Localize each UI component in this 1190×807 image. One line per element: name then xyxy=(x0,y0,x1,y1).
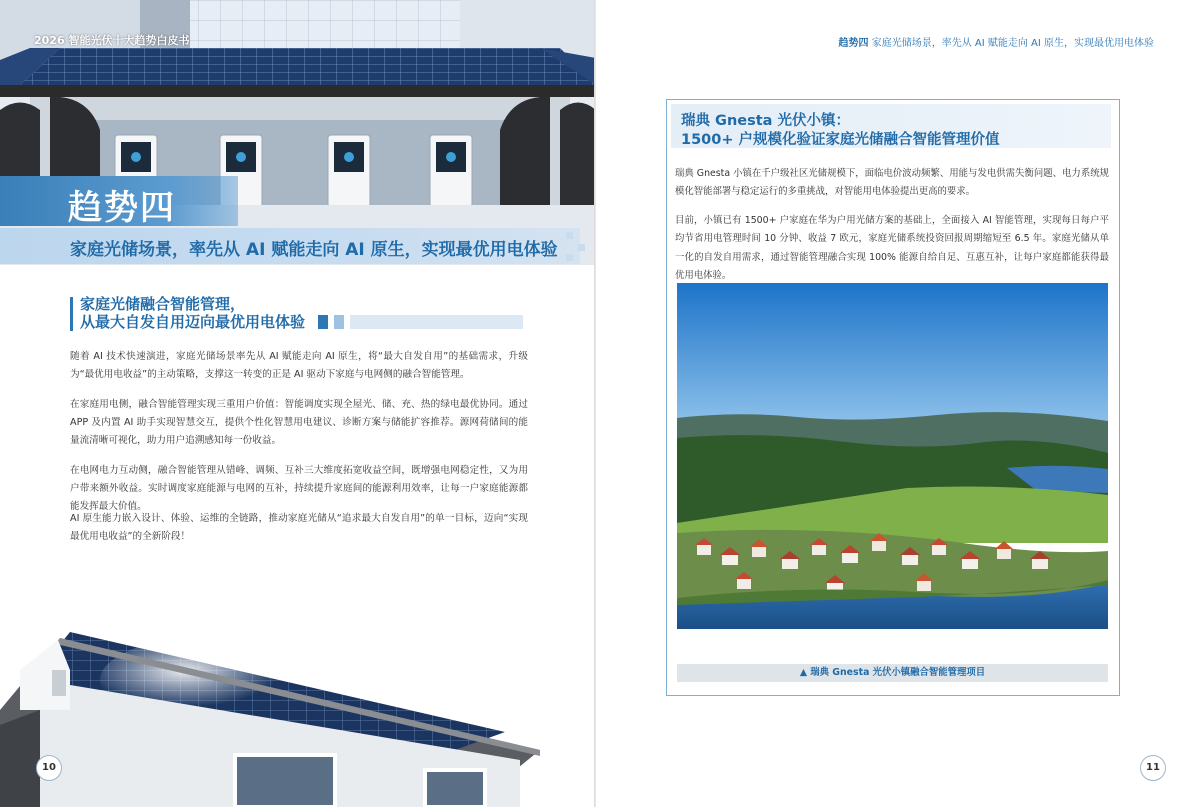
case-paragraph: 目前，小镇已有 1500+ 户家庭在华为户用光储方案的基础上，全面接入 AI 智能管理，实现每日每户平均节省用电管理时间 10 分钟、收益 7 欧元，家庭光储系统投资回报周期缩短至 6.5 年。家庭光储从单一化的自发自用需求，通过智能管理融合实现 100% 能源自给自足、互惠互补，让每户家庭都能获得最优用电体验。 xyxy=(675,215,1109,282)
trend-subtitle: 家庭光储场景，率先从 AI 赋能走向 AI 原生，实现最优用电体验 xyxy=(70,240,558,260)
charger-icon xyxy=(430,135,472,207)
section-decor-strip xyxy=(318,315,523,329)
paragraph: 在家庭用电侧，融合智能管理实现三重用户价值：智能调度实现全屋光、储、充、热的绿电最优协同。通过 APP 及内置 AI 助手实现智慧交互，提供个性化智慧用电建议、诊断方案与储能扩容推荐。源网荷储间的能量流清晰可视化，助力用户追溯感知每一份收益。 xyxy=(70,399,528,446)
charger-icon xyxy=(328,135,370,207)
heading-accent-bar xyxy=(70,297,73,331)
paragraph: 随着 AI 技术快速演进，家庭光储场景率先从 AI 赋能走向 AI 原生，将“最大自发自用”的基础需求，升级为“最优用电收益”的主动策略，支撑这一转变的正是 AI 驱动下家庭与电网侧的融合智能管理。 xyxy=(70,351,528,380)
trend-subtitle-band xyxy=(0,228,580,264)
decor-square xyxy=(566,232,573,239)
running-header-text: 家庭光储场景，率先从 AI 赋能走向 AI 原生，实现最优用电体验 xyxy=(868,38,1154,49)
house-roof-solar-illustration xyxy=(0,560,596,807)
hero-illustration xyxy=(0,0,596,265)
page-number-left: 10 xyxy=(36,755,62,781)
case-title-line2: 1500+ 户规模化验证家庭光储融合智能管理价值 xyxy=(681,132,1000,148)
decor-square xyxy=(578,244,585,251)
decor-square xyxy=(566,254,573,261)
town-photo xyxy=(677,283,1108,629)
case-paragraph: 瑞典 Gnesta 小镇在千户级社区光储规模下，面临电价波动频繁、用能与发电供需失衡问题、电力系统规模化智能部署与稳定运行的多重挑战，对智能用电体验提出更高的要求。 xyxy=(675,168,1109,198)
case-title-line1: 瑞典 Gnesta 光伏小镇： xyxy=(681,113,851,129)
paragraph: 在电网电力互动侧，融合智能管理从错峰、调频、互补三大维度拓宽收益空间，既增强电网稳定性，又为用户带来额外收益。实时调度家庭能源与电网的互补，持续提升家庭间的能源利用效率，让每一户家庭能源都能发挥最大价值。 xyxy=(70,465,528,512)
paragraph: AI 原生能力嵌入设计、体验、运维的全链路，推动家庭光储从“追求最大自发自用”的单一目标，迈向“实现最优用电收益”的全新阶段！ xyxy=(70,513,528,542)
photo-caption: ▲ 瑞典 Gnesta 光伏小镇融合智能管理项目 xyxy=(677,664,1108,682)
section-heading-line2: 从最大自发自用迈向最优用电体验 xyxy=(80,313,306,331)
section-heading-line1: 家庭光储融合智能管理， xyxy=(80,295,246,313)
running-header-trend: 趋势四 xyxy=(838,38,869,49)
right-page xyxy=(596,0,1190,807)
running-header-left: 2026 智能光伏十大趋势白皮书 xyxy=(34,34,190,47)
case-title-box xyxy=(671,104,1111,148)
trend-title-band xyxy=(0,176,238,226)
trend-title: 趋势四 xyxy=(68,188,176,228)
case-study-card xyxy=(666,99,1120,696)
running-header-right xyxy=(839,34,1154,49)
page-number-right: 11 xyxy=(1140,755,1166,781)
